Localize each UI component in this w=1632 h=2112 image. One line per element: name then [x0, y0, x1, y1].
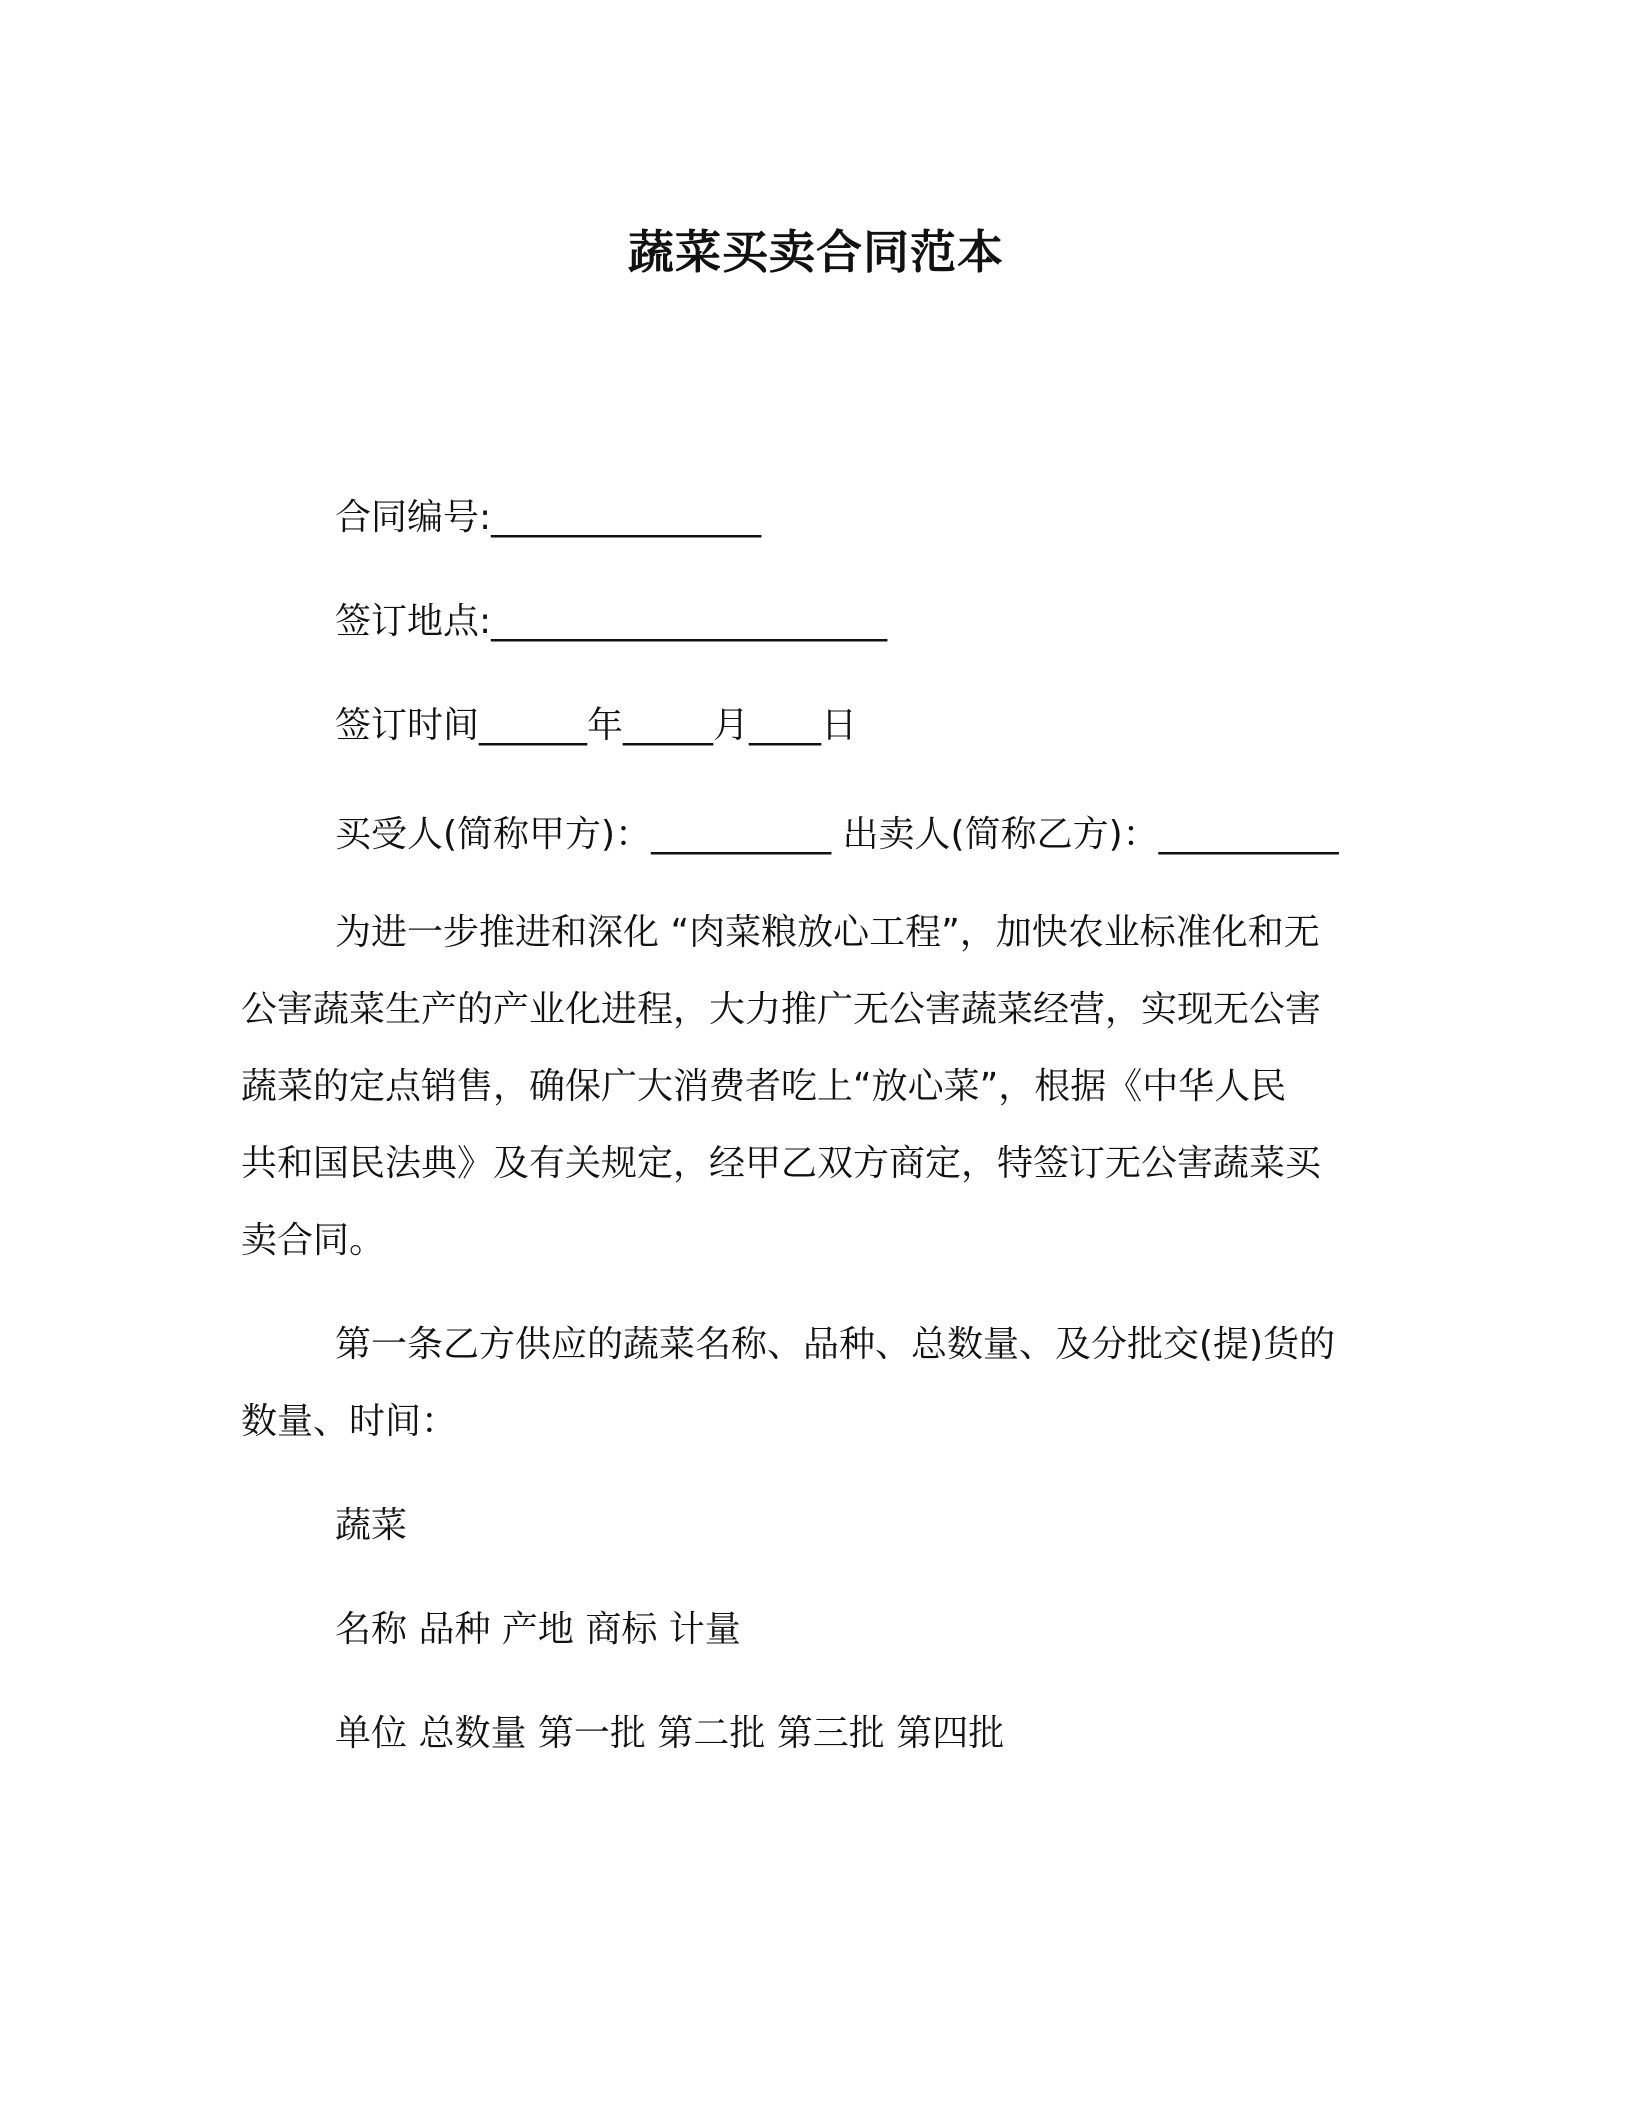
intro-line: 蔬菜的定点销售，确保广大消费者吃上“放心菜”，根据《中华人民	[241, 1066, 1287, 1107]
document-title: 蔬菜买卖合同范本	[628, 225, 1004, 279]
contract-number-line: 合同编号:_______________	[335, 497, 762, 538]
intro-line: 卖合同。	[241, 1220, 386, 1261]
intro-paragraph	[241, 894, 1391, 1279]
intro-line: 公害蔬菜生产的产业化进程，大力推广无公害蔬菜经营，实现无公害	[241, 989, 1322, 1030]
intro-line	[241, 894, 1391, 971]
article-line	[241, 1306, 1391, 1383]
parties-line: 买受人(简称甲方)：__________ 出卖人(简称乙方)：__________	[335, 814, 1339, 855]
signing-time-line: 签订时间______年_____月____日	[335, 705, 858, 746]
intro-first-line: 为进一步推进和深化 “肉菜粮放心工程”，加快农业标准化和无	[335, 912, 1320, 953]
table-header-vegetable: 蔬菜	[335, 1505, 408, 1546]
article-1-paragraph	[241, 1306, 1391, 1460]
signing-place-line: 签订地点:______________________	[335, 601, 888, 642]
table-header-columns-2: 单位 总数量 第一批 第二批 第三批 第四批	[335, 1713, 1005, 1754]
article-first-line: 第一条乙方供应的蔬菜名称、品种、总数量、及分批交(提)货的	[335, 1324, 1336, 1365]
article-line: 数量、时间：	[241, 1401, 458, 1442]
intro-line: 共和国民法典》及有关规定，经甲乙双方商定，特签订无公害蔬菜买	[241, 1143, 1322, 1184]
table-header-columns-1: 名称 品种 产地 商标 计量	[335, 1609, 741, 1650]
